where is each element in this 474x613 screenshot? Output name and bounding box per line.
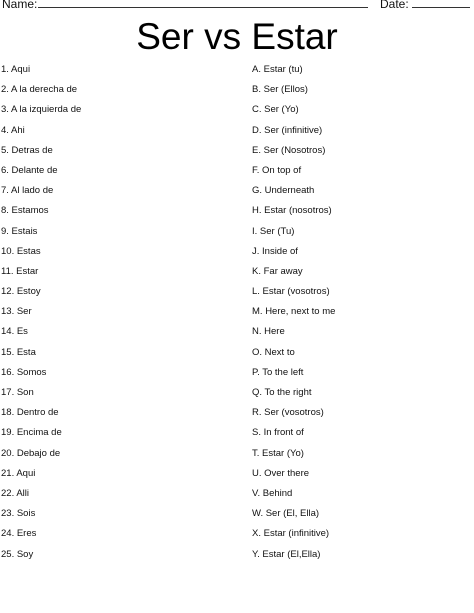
- answer-item: P. To the left: [252, 366, 304, 378]
- answer-item: E. Ser (Nosotros): [252, 144, 326, 156]
- question-item: 7. Al lado de: [1, 185, 54, 197]
- question-item: 19. Encima de: [1, 427, 62, 439]
- question-item: 6. Delante de: [1, 164, 58, 176]
- answer-item: K. Far away: [252, 265, 303, 277]
- question-item: 3. A la izquierda de: [1, 104, 82, 116]
- answer-item: F. On top of: [252, 164, 302, 176]
- date-blank-line: [412, 7, 470, 8]
- question-item: 15. Esta: [1, 346, 36, 358]
- question-item: 11. Estar: [1, 265, 39, 277]
- question-item: 21. Aqui: [1, 467, 36, 479]
- name-label: Name:: [2, 0, 38, 11]
- question-item: 4. Ahi: [1, 124, 25, 136]
- question-item: 17. Son: [1, 387, 34, 398]
- question-item: 12. Estoy: [1, 286, 41, 298]
- answer-item: J. Inside of: [252, 245, 298, 257]
- page-title: Ser vs Estar: [136, 16, 338, 57]
- answer-item: T. Estar (Yo): [252, 447, 304, 459]
- answer-item: W. Ser (El, Ella): [252, 508, 320, 520]
- answer-item: L. Estar (vosotros): [252, 286, 330, 298]
- question-item: 13. Ser: [1, 306, 32, 318]
- answer-item: R. Ser (vosotros): [252, 407, 324, 419]
- date-label: Date:: [380, 0, 409, 11]
- answer-item: Y. Estar (El,Ella): [252, 548, 321, 560]
- questions-column: [1, 60, 241, 565]
- answer-item: S. In front of: [252, 427, 304, 439]
- question-item: 16. Somos: [1, 366, 47, 378]
- answer-item: A. Estar (tu): [252, 64, 303, 75]
- question-item: 18. Dentro de: [1, 407, 59, 419]
- answer-item: M. Here, next to me: [252, 306, 336, 318]
- question-item: 8. Estamos: [1, 205, 49, 217]
- question-item: 14. Es: [1, 326, 28, 338]
- answer-item: D. Ser (infinitive): [252, 124, 323, 136]
- answer-item: G. Underneath: [252, 185, 315, 197]
- question-item: 10. Estas: [1, 245, 41, 257]
- answer-item: V. Behind: [252, 487, 293, 499]
- header: [0, 0, 474, 12]
- answer-item: N. Here: [252, 326, 285, 338]
- answer-item: C. Ser (Yo): [252, 104, 299, 116]
- question-item: 9. Estais: [1, 225, 38, 237]
- answer-item: U. Over there: [252, 467, 310, 479]
- question-item: 23. Sois: [1, 508, 36, 520]
- question-item: 22. Alli: [1, 487, 29, 499]
- question-item: 2. A la derecha de: [1, 84, 78, 96]
- answer-item: O. Next to: [252, 346, 295, 358]
- question-item: 24. Eres: [1, 528, 37, 540]
- name-blank-line: [38, 7, 368, 8]
- answer-item: B. Ser (Ellos): [252, 84, 308, 96]
- question-item: 5. Detras de: [1, 144, 53, 156]
- answer-item: I. Ser (Tu): [252, 225, 295, 237]
- question-item: 25. Soy: [1, 548, 34, 560]
- answer-item: H. Estar (nosotros): [252, 205, 332, 217]
- question-item: 20. Debajo de: [1, 447, 61, 459]
- answers-column: [252, 60, 472, 565]
- question-item: 1. Aqui: [1, 64, 31, 75]
- answer-item: Q. To the right: [252, 387, 312, 398]
- answer-item: X. Estar (infinitive): [252, 528, 330, 540]
